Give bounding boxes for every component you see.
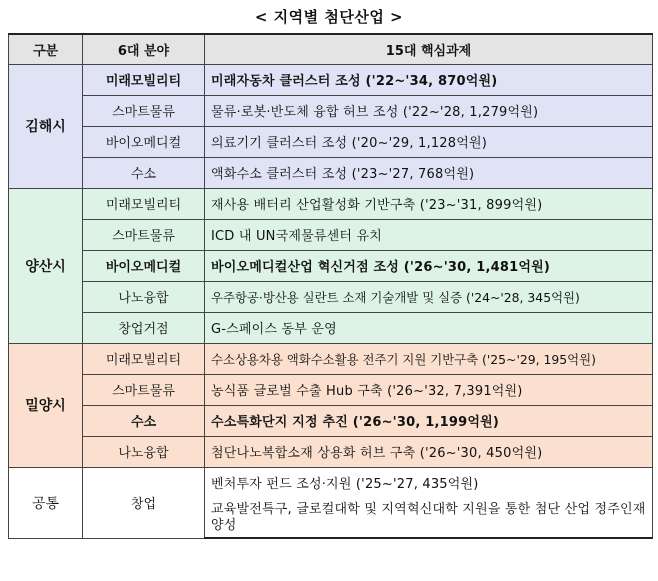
task-cell: 농식품 글로벌 수출 Hub 구축 ('26~'32, 7,391억원): [205, 374, 653, 405]
page-title: < 지역별 첨단산업 >: [254, 8, 404, 26]
region-cell: 공통: [9, 467, 83, 538]
region-cell: 김해시: [9, 64, 83, 188]
field-cell: 스마트물류: [83, 219, 205, 250]
task-cell: 의료기기 클러스터 조성 ('20~'29, 1,128억원): [205, 126, 653, 157]
task-cell: 수소상용차용 액화수소활용 전주기 지원 기반구축 ('25~'29, 195억원): [205, 343, 653, 374]
field-cell: 창업: [83, 467, 205, 538]
header-field: 6대 분야: [83, 34, 205, 64]
field-cell: 수소: [83, 157, 205, 188]
table-row: [9, 64, 653, 95]
task-cell: G-스페이스 동부 운영: [205, 312, 653, 343]
header-task: 15대 핵심과제: [205, 34, 653, 64]
task-cell: 수소특화단지 지정 추진 ('26~'30, 1,199억원): [205, 405, 653, 436]
task-cell: 첨단나노복합소재 상용화 허브 구축 ('26~'30, 450억원): [205, 436, 653, 467]
task-cell: 우주항공·방산용 실란트 소재 기술개발 및 실증 ('24~'28, 345억원): [205, 281, 653, 312]
field-cell: 미래모빌리티: [83, 188, 205, 219]
task-cell: 미래자동차 클러스터 조성 ('22~'34, 870억원): [205, 64, 653, 95]
task-cell: 액화수소 클러스터 조성 ('23~'27, 768억원): [205, 157, 653, 188]
table-row: [9, 312, 653, 343]
region-cell: 양산시: [9, 188, 83, 343]
field-cell: 바이오메디컬: [83, 126, 205, 157]
task-cell: 재사용 배터리 산업활성화 기반구축 ('23~'31, 899억원): [205, 188, 653, 219]
table-row: [9, 281, 653, 312]
table-row: [9, 405, 653, 436]
header-category: 구분: [9, 34, 83, 64]
field-cell: 스마트물류: [83, 95, 205, 126]
table-row: [9, 436, 653, 467]
field-cell: 나노융합: [83, 281, 205, 312]
task-cell: 물류·로봇·반도체 융합 허브 조성 ('22~'28, 1,279억원): [205, 95, 653, 126]
field-cell: 미래모빌리티: [83, 343, 205, 374]
table-row: [9, 126, 653, 157]
field-cell: 스마트물류: [83, 374, 205, 405]
table-header-row: [9, 34, 653, 64]
table-row: [9, 95, 653, 126]
table-row: [9, 343, 653, 374]
industry-table: [8, 33, 653, 539]
field-cell: 나노융합: [83, 436, 205, 467]
table-row: [9, 374, 653, 405]
task-cell: 교육발전특구, 글로컬대학 및 지역혁신대학 지원을 통한 첨단 산업 정주인재 양성: [205, 498, 653, 538]
field-cell: 창업거점: [83, 312, 205, 343]
table-row: [9, 467, 653, 498]
region-cell: 밀양시: [9, 343, 83, 467]
table-row: [9, 188, 653, 219]
table-row: [9, 157, 653, 188]
task-cell: 바이오메디컬산업 혁신거점 조성 ('26~'30, 1,481억원): [205, 250, 653, 281]
table-row: [9, 250, 653, 281]
task-cell: 벤처투자 펀드 조성·지원 ('25~'27, 435억원): [205, 467, 653, 498]
field-cell: 수소: [83, 405, 205, 436]
task-cell: ICD 내 UN국제물류센터 유치: [205, 219, 653, 250]
field-cell: 미래모빌리티: [83, 64, 205, 95]
table-row: [9, 219, 653, 250]
field-cell: 바이오메디컬: [83, 250, 205, 281]
